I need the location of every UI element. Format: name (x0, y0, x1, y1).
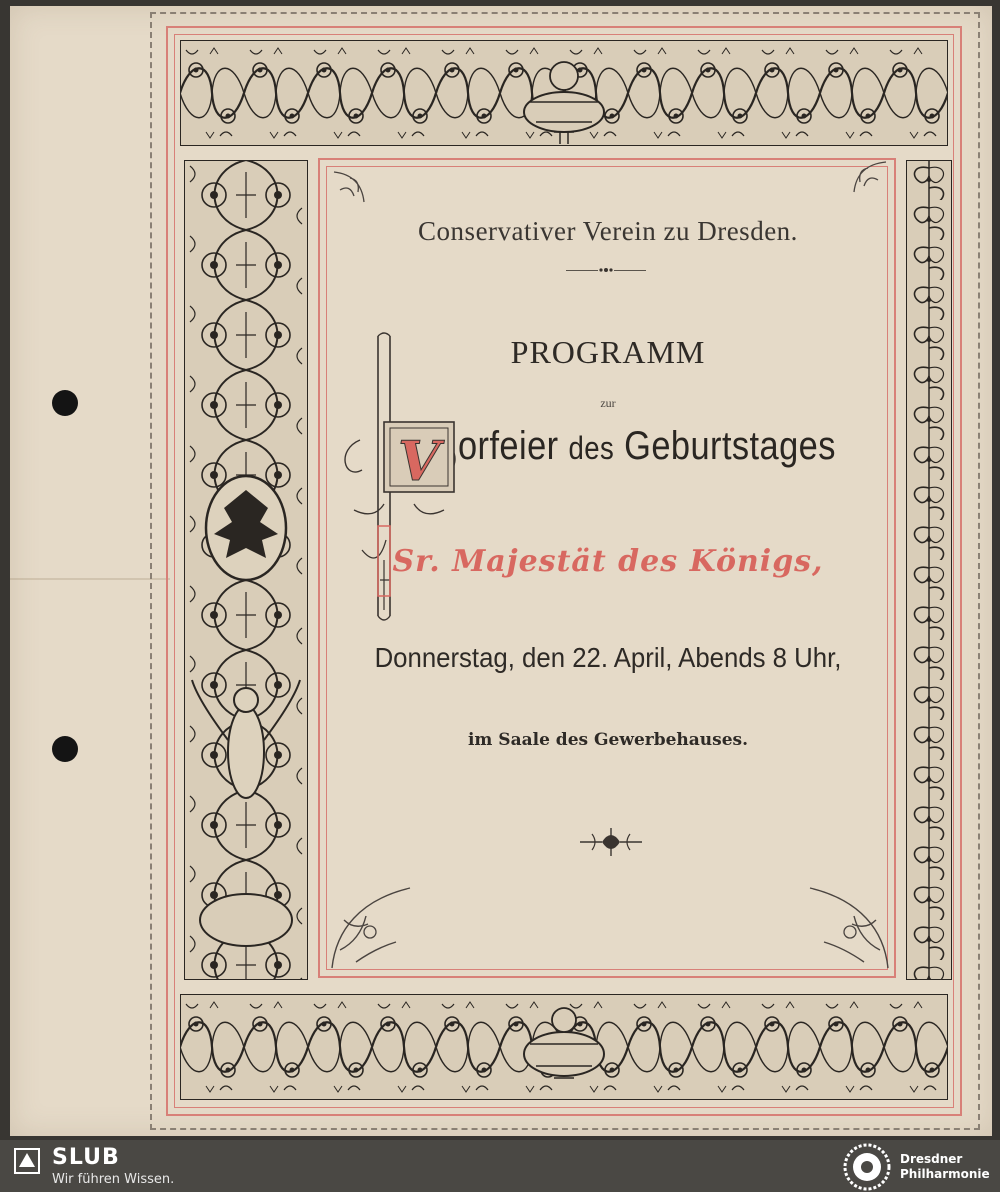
small-center-ornament (578, 822, 644, 862)
philharmonie-line1: Dresdner (900, 1152, 963, 1166)
philharmonie-text (900, 1152, 990, 1182)
punch-hole-top (52, 390, 78, 416)
philharmonie-line2: Philharmonie (900, 1167, 990, 1181)
left-ornament-column (184, 160, 308, 980)
divider-ornament (598, 266, 614, 274)
date-line: Donnerstag, den 22. April, Abends 8 Uhr, (374, 642, 842, 673)
venue-line: im Saale des Gewerbehauses. (467, 730, 749, 750)
bottom-ornament-band (180, 994, 948, 1100)
programm-heading: PROGRAMM (510, 334, 706, 370)
slub-name: SLUB (52, 1145, 120, 1170)
illuminated-initial-v (340, 330, 460, 630)
initial-letter: V (398, 429, 440, 493)
title-geburtstages: Geburtstages (624, 424, 836, 468)
slub-logo-icon (14, 1148, 40, 1174)
punch-hole-bottom (52, 736, 78, 762)
fold-line (10, 578, 170, 580)
slub-tagline: Wir führen Wissen. (52, 1172, 175, 1187)
corner-ornament-top-left (332, 170, 372, 210)
title-des: des (568, 430, 615, 466)
organization-name: Conservativer Verein zu Dresden. (418, 216, 798, 246)
corner-ornament-bottom-left (330, 880, 420, 970)
connector-zur: zur (600, 396, 616, 410)
philharmonie-logo-icon (842, 1142, 892, 1192)
right-ornament-column (906, 160, 952, 980)
top-ornament-band (180, 40, 948, 146)
main-title (458, 424, 836, 469)
corner-ornament-bottom-right (800, 880, 890, 970)
majesty-line: Sr. Majestät des Königs, (392, 544, 824, 579)
corner-ornament-top-right (842, 160, 888, 206)
title-rest: orfeier (458, 424, 559, 468)
